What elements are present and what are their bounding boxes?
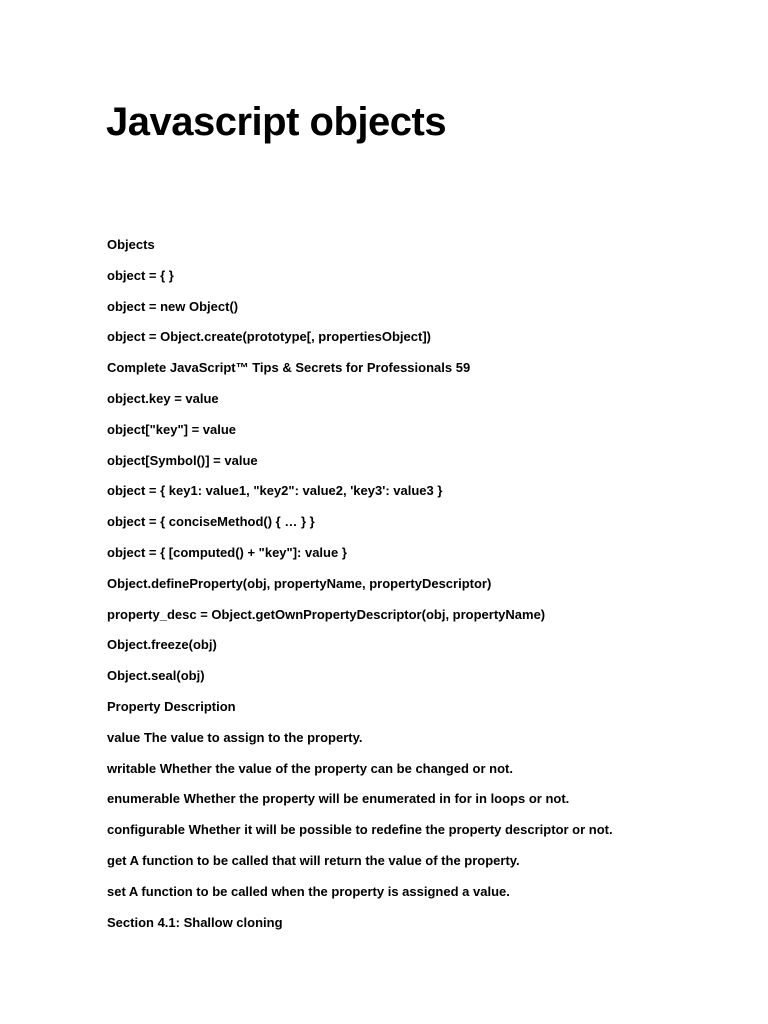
section-heading: Property Description (107, 698, 236, 714)
text-line: Objects (107, 237, 155, 252)
text-line: object = { key1: value1, "key2": value2, 'key3': value3 } (107, 483, 443, 499)
text-line: object = { } (107, 267, 174, 283)
text-line: object = Object.create(prototype[, propertiesObject]) (107, 329, 431, 345)
text-line: writable Whether the value of the property can be changed or not. (107, 760, 513, 776)
text-line: object = new Object() (107, 298, 239, 314)
text-line: object[Symbol()] = value (107, 452, 258, 468)
text-line: object = { [computed() + "key"]: value } (107, 544, 347, 560)
text-line: object.key = value (107, 390, 219, 406)
text-line: set A function to be called when the property is assigned a value. (107, 883, 510, 899)
text-line: Object.freeze(obj) (107, 637, 217, 653)
text-line: object = { conciseMethod() { … } } (107, 514, 315, 530)
text-line: object["key"] = value (107, 421, 237, 437)
text-line: Object.seal(obj) (107, 668, 205, 684)
text-line: Object.defineProperty(obj, propertyName, propertyDescriptor) (107, 575, 492, 591)
section-heading: Section 4.1: Shallow cloning (107, 914, 283, 930)
text-line: get A function to be called that will return the value of the property. (107, 852, 520, 868)
text-line: configurable Whether it will be possible to redefine the property descriptor or not. (107, 822, 613, 838)
text-line: value The value to assign to the property. (107, 729, 363, 745)
text-line: Complete JavaScript™ Tips & Secrets for Professionals 59 (107, 360, 471, 376)
page-title: Javascript objects (106, 100, 447, 144)
document-body (107, 236, 613, 944)
text-line: property_desc = Object.getOwnPropertyDescriptor(obj, propertyName) (107, 606, 546, 622)
text-line: enumerable Whether the property will be enumerated in for in loops or not. (107, 791, 570, 807)
